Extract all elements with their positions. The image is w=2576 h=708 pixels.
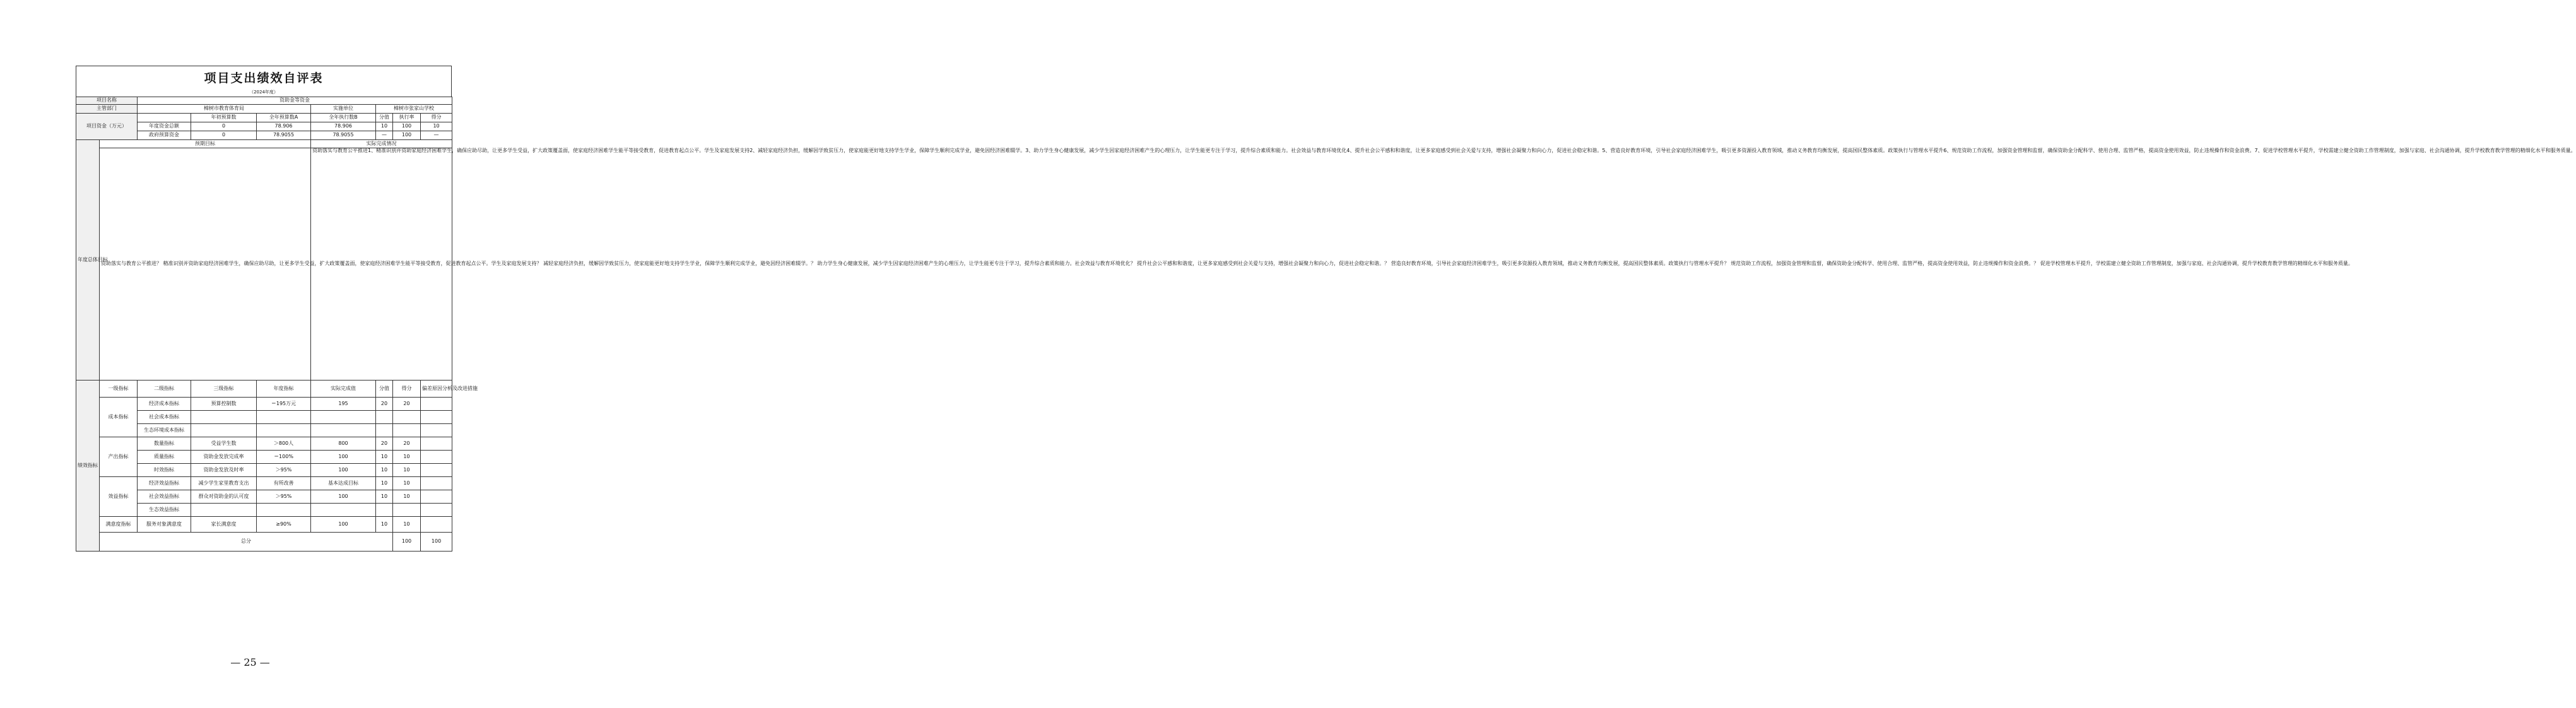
ind-level1: 产出指标: [100, 437, 138, 477]
ind-max: 10: [376, 517, 393, 533]
ind-max: 10: [376, 490, 393, 504]
impl-name: 樟树市张家山学校: [376, 105, 452, 114]
ind-analysis: [421, 464, 452, 477]
ind-score: 20: [393, 437, 421, 451]
ind-target: [257, 411, 311, 424]
goals-text-row: [76, 148, 452, 381]
header-executed: 全年执行数B: [311, 114, 376, 122]
ind-target: ＞95%: [257, 490, 311, 504]
ind-max: 10: [376, 477, 393, 490]
header-initial: 年初预算数: [191, 114, 257, 122]
total-max: 100: [393, 533, 421, 552]
ind-level3: 群众对资助金的认可度: [191, 490, 257, 504]
total-row: [76, 533, 452, 552]
ind-max: 20: [376, 437, 393, 451]
dept-row: [76, 105, 452, 114]
header-score: 得分: [421, 114, 452, 122]
indicator-row: [76, 437, 452, 451]
ind-level3: 资助金发放完成率: [191, 451, 257, 464]
ind-analysis: [421, 517, 452, 533]
ind-header-target: 年度指标: [257, 381, 311, 398]
actual-goals-text: 资助落实与教育公平推进1、精准识别并资助家庭经济困难学生，确保应助尽助，让更多学生受益，扩大政策覆盖面，使家庭经济困难学生能平等接受教育，促进教育起点公平。学生及家庭发展支持2、减轻家庭经济负担，缓解因学致贫压力，使家庭能更好地支持学生学业，保障学生顺利完成学业，避免因经济困难辍学。3、助力学生身心健康发展，减少学生因家庭经济困难产生的心理压力，让学生能更专注于学习，提升综合素质和能力。社会效益与教育环境优化4、提升社会公平感和和谐度，让更多家庭感受到社会关爱与支持，增强社会凝聚力和向心力，促进社会稳定和谐。5、营造良好教育环境，引导社会家庭经济困难学生，吸引更多资源投入教育领域，推动义务教育均衡发展，提高国民整体素质。政策执行与管理水平提升6、规范资助工作流程，加强资金管理和监督，确保资助金分配科学、使用合理、监管严格，提高资金使用效益，防止违规操作和资金浪费。7、促进学校管理水平提升，学校需建立健全资助工作管理制度，加强与家庭、社会沟通协调，提升学校教育教学管理的精细化水平和服务质量。: [311, 148, 452, 381]
ind-score: 10: [393, 464, 421, 477]
dept-label: 主管部门: [76, 105, 138, 114]
ind-actual: 100: [311, 464, 376, 477]
fund-exec-rate: 100: [393, 122, 421, 131]
ind-actual: 100: [311, 490, 376, 504]
ind-level2: 服务对象满意度: [138, 517, 191, 533]
ind-level2: 经济成本指标: [138, 398, 191, 411]
ind-score: [393, 504, 421, 517]
fund-executed: 78.9055: [311, 131, 376, 140]
ind-level3: 预算控制数: [191, 398, 257, 411]
fund-score: 10: [421, 122, 452, 131]
page-number: — 25 —: [230, 656, 270, 668]
ind-target: 有所改善: [257, 477, 311, 490]
fund-initial: 0: [191, 131, 257, 140]
ind-max: [376, 504, 393, 517]
ind-analysis: [421, 504, 452, 517]
ind-header-analysis: 偏差原因分析及改进措施: [421, 381, 452, 398]
evaluation-sheet: [76, 66, 2576, 552]
ind-target: ≥90%: [257, 517, 311, 533]
year-label: （2024年度）: [76, 88, 452, 97]
ind-level3: [191, 424, 257, 437]
ind-level3: [191, 504, 257, 517]
ind-level3: 受益学生数: [191, 437, 257, 451]
indicators-label: 绩效指标: [76, 381, 100, 552]
ind-analysis: [421, 398, 452, 411]
ind-level3: [191, 411, 257, 424]
expected-header: 预期目标: [100, 140, 311, 148]
ind-max: 10: [376, 464, 393, 477]
expected-goals-text: 资助落实与教育公平推进？ 精准识别并资助家庭经济困难学生，确保应助尽助，让更多学生受益，扩大政策覆盖面，使家庭经济困难学生能平等接受教育，促进教育起点公平。学生及家庭发展支持？ 减轻家庭经济负担，缓解因学致贫压力，使家庭能更好地支持学生学业，保障学生顺利完成学业，避免因经济困难辍学。？ 助力学生身心健康发展，减少学生因家庭经济困难产生的心理压力，让学生能更专注于学习，提升综合素质和能力。社会效益与教育环境优化？ 提升社会公平感和和谐度，让更多家庭感受到社会关爱与支持，增强社会凝聚力和向心力，促进社会稳定和谐。？ 营造良好教育环境，引导社会家庭经济困难学生，吸引更多资源投入教育领域，推动义务教育均衡发展，提高国民整体素质。政策执行与管理水平提升？ 规范资助工作流程，加强资金管理和监督，确保资助金分配科学、使用合理、监管严格，提高资金使用效益，防止违规操作和资金浪费。？ 促进学校管理水平提升，学校需建立健全资助工作管理制度，加强与家庭、社会沟通协调，提升学校教育教学管理的精细化水平和服务质量。: [100, 148, 311, 381]
header-score-max: 分值: [376, 114, 393, 122]
impl-label: 实施单位: [311, 105, 376, 114]
funds-blank-cell: [138, 114, 191, 122]
ind-actual: 基本达成目标: [311, 477, 376, 490]
ind-analysis: [421, 437, 452, 451]
ind-score: 10: [393, 477, 421, 490]
ind-score: 20: [393, 398, 421, 411]
fund-exec-rate: 100: [393, 131, 421, 140]
project-name: 资助金等资金: [138, 97, 452, 105]
header-full-budget: 全年预算数A: [257, 114, 311, 122]
ind-target: [257, 424, 311, 437]
ind-score: 10: [393, 451, 421, 464]
ind-actual: 100: [311, 517, 376, 533]
ind-level2: 生态效益指标: [138, 504, 191, 517]
indicator-header-row: [76, 381, 452, 398]
fund-full-budget: 78.906: [257, 122, 311, 131]
ind-actual: [311, 411, 376, 424]
ind-score: [393, 411, 421, 424]
goals-label: 年度总体目标: [76, 140, 100, 381]
ind-actual: 800: [311, 437, 376, 451]
ind-analysis: [421, 477, 452, 490]
project-row: [76, 97, 452, 105]
goals-header-row: [76, 140, 452, 148]
fund-score-max: 10: [376, 122, 393, 131]
ind-level2: 社会效益指标: [138, 490, 191, 504]
ind-level1: 成本指标: [100, 398, 138, 437]
funds-label: 项目资金（万元）: [76, 114, 138, 140]
ind-target: ＞95%: [257, 464, 311, 477]
ind-level3: 资助金发放及时率: [191, 464, 257, 477]
indicator-row: [76, 477, 452, 490]
ind-score: 10: [393, 517, 421, 533]
ind-actual: 195: [311, 398, 376, 411]
ind-level2: 质量指标: [138, 451, 191, 464]
ind-actual: [311, 504, 376, 517]
ind-analysis: [421, 411, 452, 424]
ind-analysis: [421, 451, 452, 464]
indicator-row: [76, 517, 452, 533]
dept-name: 樟树市教育体育局: [138, 105, 311, 114]
ind-level3: 家长满意度: [191, 517, 257, 533]
ind-analysis: [421, 424, 452, 437]
ind-level2: 时效指标: [138, 464, 191, 477]
total-score: 100: [421, 533, 452, 552]
ind-level2: 生态环境成本指标: [138, 424, 191, 437]
ind-actual: 100: [311, 451, 376, 464]
header-exec-rate: 执行率: [393, 114, 421, 122]
ind-header-actual: 实际完成值: [311, 381, 376, 398]
funds-header-row: [76, 114, 452, 122]
ind-target: ＝195万元: [257, 398, 311, 411]
ind-level3: 减少学生家里教育支出: [191, 477, 257, 490]
ind-level2: 经济效益指标: [138, 477, 191, 490]
evaluation-table: [76, 97, 2576, 552]
ind-header-level2: 二级指标: [138, 381, 191, 398]
ind-score: [393, 424, 421, 437]
ind-target: ＝100%: [257, 451, 311, 464]
ind-max: [376, 424, 393, 437]
fund-name: 年度资金总额: [138, 122, 191, 131]
fund-full-budget: 78.9055: [257, 131, 311, 140]
project-label: 项目名称: [76, 97, 138, 105]
ind-header-level1: 一级指标: [100, 381, 138, 398]
ind-target: ＞800人: [257, 437, 311, 451]
fund-score: —: [421, 131, 452, 140]
fund-initial: 0: [191, 122, 257, 131]
ind-max: 10: [376, 451, 393, 464]
ind-score: 10: [393, 490, 421, 504]
ind-level1: 满意度指标: [100, 517, 138, 533]
actual-header: 实际完成情况: [311, 140, 452, 148]
ind-max: 20: [376, 398, 393, 411]
ind-analysis: [421, 490, 452, 504]
ind-max: [376, 411, 393, 424]
page-title: 项目支出绩效自评表: [204, 71, 324, 85]
fund-name: 政府预算资金: [138, 131, 191, 140]
ind-level1: 效益指标: [100, 477, 138, 517]
ind-header-score: 得分: [393, 381, 421, 398]
ind-target: [257, 504, 311, 517]
fund-score-max: —: [376, 131, 393, 140]
fund-executed: 78.906: [311, 122, 376, 131]
title-box: [76, 66, 452, 88]
ind-level2: 数量指标: [138, 437, 191, 451]
ind-level2: 社会成本指标: [138, 411, 191, 424]
ind-header-max: 分值: [376, 381, 393, 398]
total-label: 总分: [100, 533, 393, 552]
indicator-row: [76, 398, 452, 411]
ind-header-level3: 三级指标: [191, 381, 257, 398]
ind-actual: [311, 424, 376, 437]
